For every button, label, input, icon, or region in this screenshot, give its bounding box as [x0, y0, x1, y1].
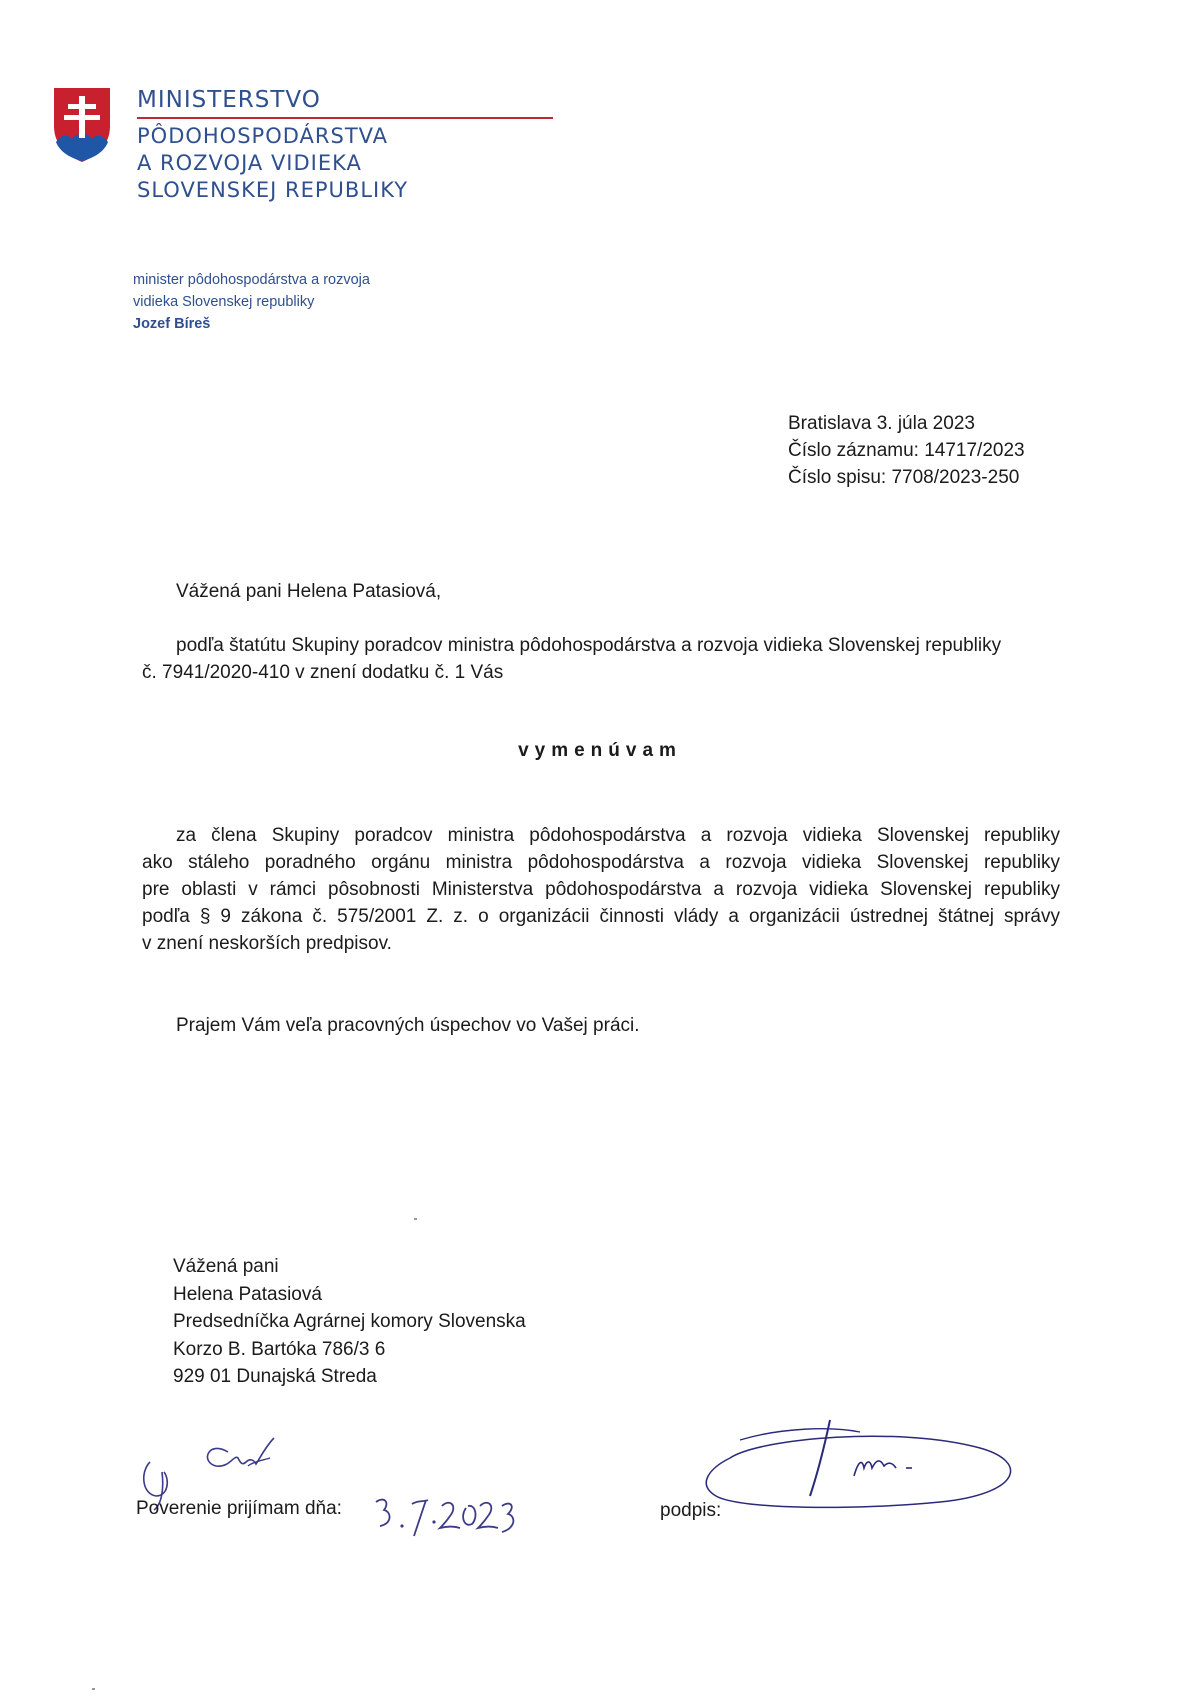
letterhead-line-1: MINISTERSTVO: [137, 87, 321, 113]
handwritten-date: [370, 1492, 520, 1538]
paragraph-appointment-line-1: za člena Skupiny poradcov ministra pôdohospodárstva a rozvoja vidieka Slovenskej republiky: [176, 825, 1060, 846]
paragraph-appointment: [142, 822, 1060, 957]
recipient-address: [173, 1253, 526, 1391]
address-line-3: Predsedníčka Agrárnej komory Slovenska: [173, 1311, 526, 1332]
slovak-coat-of-arms-icon: [52, 86, 112, 164]
signature-label: podpis:: [660, 1500, 722, 1521]
letterhead-line-3: A ROZVOJA VIDIEKA: [137, 151, 362, 175]
scan-speck: [414, 1218, 417, 1220]
paragraph-statute-line-1: podľa štatútu Skupiny poradcov ministra pôdohospodárstva a rozvoja vidieka Slovenskej republiky: [176, 635, 1002, 656]
file-number: Číslo spisu: 7708/2023-250: [788, 467, 1020, 488]
address-line-2: Helena Patasiová: [173, 1283, 322, 1305]
closing-wish: Prajem Vám veľa pracovných úspechov vo Vašej práci.: [176, 1015, 640, 1036]
paragraph-appointment-line-5: v znení neskorších predpisov.: [142, 933, 392, 954]
minister-title-line-1: minister pôdohospodárstva a rozvoja: [133, 272, 370, 288]
letterhead-line-2: PÔDOHOSPODÁRSTVA: [137, 124, 389, 148]
address-line-5: 929 01 Dunajská Streda: [173, 1366, 377, 1387]
address-line-4: Korzo B. Bartóka 786/3 6: [173, 1338, 386, 1360]
minister-title-line-2: vidieka Slovenskej republiky: [133, 294, 315, 310]
salutation: Vážená pani Helena Patasiová,: [176, 581, 442, 602]
letterhead-line-4: SLOVENSKEJ REPUBLIKY: [137, 178, 409, 202]
ministry-letterhead: [137, 86, 553, 204]
place-date: Bratislava 3. júla 2023: [788, 413, 975, 434]
reference-block: [788, 410, 1025, 491]
paragraph-appointment-line-4: podľa § 9 zákona č. 575/2001 Z. z. o organizácii činnosti vlády a organizácii ústrednej štátnej správy: [142, 906, 1060, 927]
minister-name: Jozef Bíreš: [133, 316, 211, 332]
record-number: Číslo záznamu: 14717/2023: [788, 440, 1025, 461]
paragraph-appointment-line-2: ako stáleho poradného orgánu ministra pôdohospodárstva a rozvoja vidieka Slovenskej republiky: [142, 852, 1060, 873]
paragraph-statute-line-2: č. 7941/2020-410 v znení dodatku č. 1 Vás: [142, 662, 504, 683]
scan-speck: [92, 1688, 95, 1690]
letterhead-rule: [137, 117, 553, 119]
paragraph-appointment-line-3: pre oblasti v rámci pôsobnosti Ministerstva pôdohospodárstva a rozvoja vidieka Slovenskej republiky: [142, 879, 1060, 900]
paragraph-statute: [142, 632, 1060, 686]
appointment-heading: vymenúvam: [518, 740, 682, 761]
acceptance-label: Poverenie prijímam dňa:: [136, 1498, 342, 1519]
address-line-1: Vážená pani: [173, 1256, 279, 1277]
minister-block: [133, 269, 370, 335]
minister-signature: [700, 1418, 1030, 1518]
